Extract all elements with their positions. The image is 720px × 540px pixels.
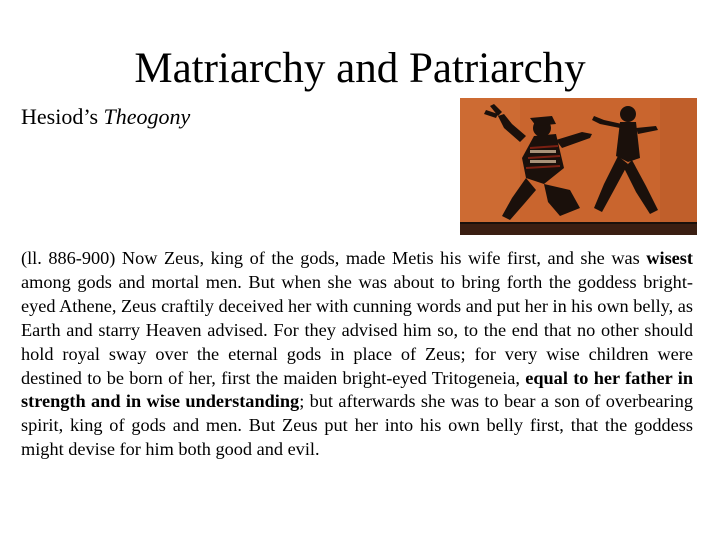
passage-segment: among gods and mortal men. But when she was about to bring forth the goddess bright-eyed Athene, Zeus craftily deceived her with cunning words and put her in his own belly, as Earth and starry Heaven advised. For they advised him so, to the end that no other should hold royal sway over the eternal gods in place of Zeus; for very wise children were destined to be born of her, first the maiden bright-eyed Tritogeneia, <box>21 271 693 388</box>
black-figure-vase-painting-icon <box>460 98 697 235</box>
passage-segment: (ll. 886-900) Now Zeus, king of the gods, made Metis his wife first, and she was <box>21 248 647 268</box>
passage-segment-bold: equal to her father in strength and in wise understanding <box>21 367 693 412</box>
subtitle-author: Hesiod’s <box>21 104 104 129</box>
subtitle <box>21 104 190 130</box>
subtitle-work-title: Theogony <box>103 104 191 129</box>
vase-painting-image <box>460 98 697 235</box>
passage-segment: ; but afterwards she was to bear a son of overbearing spirit, king of gods and men. But Zeus put her into his own belly first, that the goddess might devise for him both good and evil. <box>21 391 693 460</box>
slide-title: Matriarchy and Patriarchy <box>134 45 586 92</box>
theogony-passage <box>21 247 693 462</box>
passage-segment-bold: wisest <box>646 248 693 268</box>
